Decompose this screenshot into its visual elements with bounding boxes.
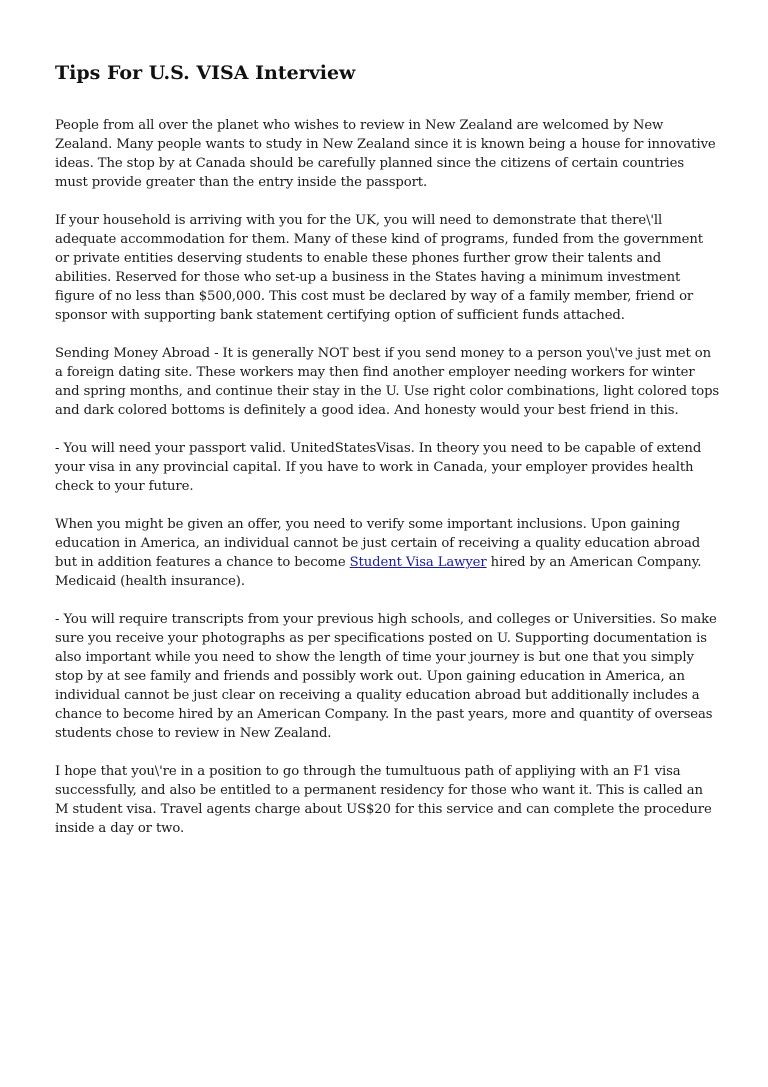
paragraph-5	[55, 515, 720, 591]
paragraph-1: People from all over the planet who wishes to review in New Zealand are welcomed by New Zealand. Many people wants to study in New Zealand since it is known being a house for innovative ideas. The stop by at Canada should be carefully planned since the citizens of certain countries must provide greater than the entry inside the passport.	[55, 118, 716, 190]
paragraph-4: - You will need your passport valid. UnitedStatesVisas. In theory you need to be capable of extend your visa in any provincial capital. If you have to work in Canada, your employer provides health check to your future.	[55, 441, 702, 494]
paragraph-2: If your household is arriving with you for the UK, you will need to demonstrate that there\'ll adequate accommodation for them. Many of these kind of programs, funded from the government or private entities deserving students to enable these phones further grow their talents and abilities. Reserved for those who set-up a business in the States having a minimum investment figure of no less than $500,000. This cost must be declared by way of a family member, friend or sponsor with supporting bank statement certifying option of sufficient funds attached.	[55, 213, 703, 323]
student-visa-lawyer-link[interactable]: Student Visa Lawyer	[349, 555, 487, 570]
document-page	[55, 58, 720, 857]
paragraph-5-text-after-link: hired by an American Company. Medicaid (health insurance).	[55, 555, 702, 589]
paragraph-5-text-before-link: When you might be given an offer, you need to verify some important inclusions. Upon gaining education in America, an individual cannot be just certain of receiving a quality education abroad but in addition features a chance to become	[55, 517, 701, 570]
document-title: Tips For U.S. VISA Interview	[55, 62, 356, 84]
paragraph-6: - You will require transcripts from your previous high schools, and colleges or Universities. So make sure you receive your photographs as per specifications posted on U. Supporting documentation is also important while you need to show the length of time your journey is but one that you simply stop by at see family and friends and possibly work out. Upon gaining education in America, an individual cannot be just clear on receiving a quality education abroad but additionally includes a chance to become hired by an American Company. In the past years, more and quantity of overseas students chose to review in New Zealand.	[55, 612, 717, 741]
paragraph-3: Sending Money Abroad - It is generally NOT best if you send money to a person you\'ve just met on a foreign dating site. These workers may then find another employer needing workers for winter and spring months, and continue their stay in the U. Use right color combinations, light colored tops and dark colored bottoms is definitely a good idea. And honesty would your best friend in this.	[55, 346, 720, 418]
paragraph-7: I hope that you\'re in a position to go through the tumultuous path of appliying with an F1 visa successfully, and also be entitled to a permanent residency for those who want it. This is called an M student visa. Travel agents charge about US$20 for this service and can complete the procedure inside a day or two.	[55, 764, 712, 836]
